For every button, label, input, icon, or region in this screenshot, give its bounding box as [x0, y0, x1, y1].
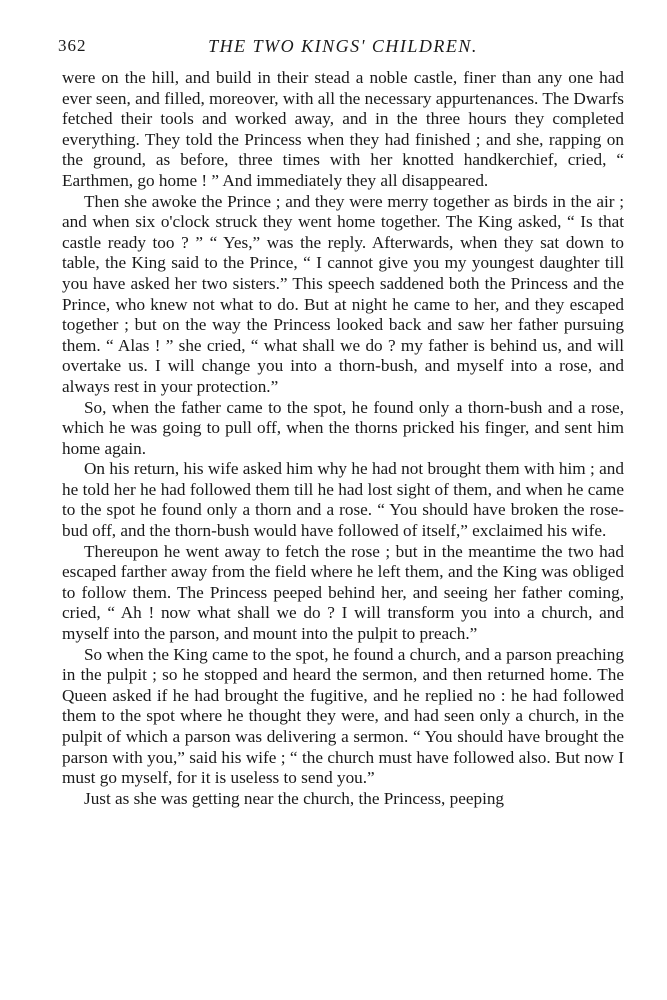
book-page — [58, 30, 624, 809]
page-number: 362 — [58, 36, 87, 55]
paragraph: So when the King came to the spot, he found a church, and a parson preaching in the pulpit ; so he stopped and heard the sermon, and then returned home. The Queen asked if he had brought the fugitive, and he replied no : he had followed them to the spot where he thought they were, and had seen only a church, in the pulpit of which a parson was delivering a sermon. “ You should have brought the parson with you,” said his wife ; “ the church must have followed also. But now I must go myself, for it is useless to send you.” — [62, 644, 624, 788]
running-title: THE TWO KINGS' CHILDREN. — [208, 36, 478, 56]
paragraph: Then she awoke the Prince ; and they were merry together as birds in the air ; and when six o'clock struck they went home together. The King asked, “ Is that castle ready too ? ” “ Yes,” was the reply. Afterwards, when they sat down to table, the King said to the Prince, “ I cannot give you my youngest daughter till you have asked her two sisters.” This speech saddened both the Princess and the Prince, who knew not what to do. But at night he came to her, and they escaped together ; but on the way the Princess looked back and saw her father pursuing them. “ Alas ! ” she cried, “ what shall we do ? my father is behind us, and will overtake us. I will change you into a thorn-bush, and myself into a rose, and always rest in your protection.” — [62, 191, 624, 396]
paragraph: were on the hill, and build in their stead a noble castle, finer than any one had ever seen, and filled, moreover, with all the necessary appurtenances. The Dwarfs fetched their tools and worked away, and in the three hours they completed everything. They told the Princess when they had finished ; and she, rapping on the ground, as before, three times with her knotted handkerchief, cried, “ Earthmen, go home ! ” And immediately they all disappeared. — [62, 68, 624, 190]
running-head — [58, 30, 624, 60]
paragraph: So, when the father came to the spot, he found only a thorn-bush and a rose, which he was going to pull off, when the thorns pricked his finger, and sent him home again. — [62, 397, 624, 458]
paragraph: Just as she was getting near the church, the Princess, peeping — [84, 788, 505, 808]
paragraph: On his return, his wife asked him why he had not brought them with him ; and he told her he had followed them till he had lost sight of them, and when he came to the spot he found only a thorn and a rose. “ You should have broken the rose-bud off, and the thorn-bush would have followed of itself,” exclaimed his wife. — [62, 459, 624, 541]
body-text — [62, 68, 624, 809]
paragraph: Thereupon he went away to fetch the rose ; but in the meantime the two had escaped farther away from the field where he left them, and the King was obliged to follow them. The Princess peeped behind her, and seeing her father coming, cried, “ Ah ! now what shall we do ? I will transform you into a church, and myself into the parson, and mount into the pulpit to preach.” — [62, 541, 624, 644]
